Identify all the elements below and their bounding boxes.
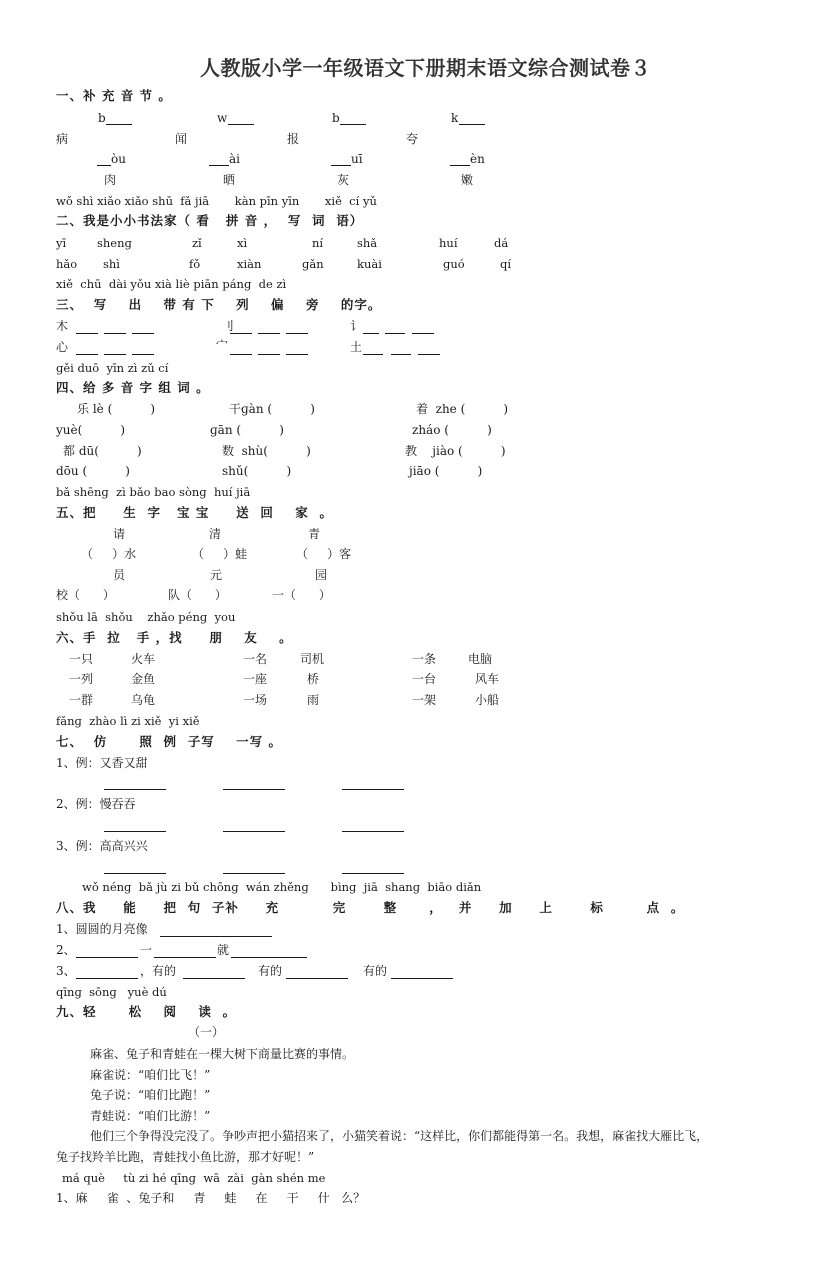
blank-line[interactable] (231, 957, 307, 958)
blank-line[interactable] (340, 124, 366, 125)
char: 青 (308, 527, 321, 541)
final: èn (470, 152, 485, 166)
blank-line[interactable] (76, 957, 138, 958)
fill-blank: （ ）蛙 (192, 547, 248, 561)
final: ài (229, 152, 240, 166)
blank-line[interactable] (154, 957, 216, 958)
polyphone-item: 着 zhe ( ) (416, 402, 509, 416)
polyphone-item: 教 jiào ( ) (405, 444, 506, 458)
pinyin: ɡuó (443, 257, 465, 271)
blank-line[interactable] (363, 333, 379, 334)
radical: 宀 (216, 338, 229, 352)
question-text: 有的 (258, 964, 283, 978)
final: òu (111, 152, 126, 166)
pinyin: qí (500, 257, 512, 271)
fill-blank: 校（ ） (56, 588, 115, 602)
measure-word: 一群 (69, 693, 94, 707)
section-9-heading: 九、轻 松 阅 读 。 (56, 1004, 237, 1019)
section-4-heading: 四、给 多 音 字 组 词 。 (56, 380, 210, 395)
measure-word: 一列 (69, 672, 94, 686)
pinyin: zǐ (192, 236, 202, 250)
noun: 电脑 (468, 652, 493, 666)
blank-line[interactable] (209, 165, 229, 166)
measure-word: 一条 (412, 652, 437, 666)
polyphone-item: zháo ( ) (412, 423, 492, 437)
char: 晒 (223, 173, 236, 187)
section-1-heading: 一、补 充 音 节 。 (56, 88, 172, 103)
polyphone-item: dōu ( ) (56, 464, 130, 478)
char: 请 (113, 527, 126, 541)
blank-line[interactable] (286, 354, 308, 355)
reading-line: 兔子说：“咱们比跑！” (90, 1088, 211, 1102)
polyphone-item: ɡān ( ) (210, 423, 284, 437)
blank-line[interactable] (97, 165, 111, 166)
fill-blank: 一（ ） (272, 588, 331, 602)
blank-line[interactable] (106, 124, 132, 125)
fill-blank: 队（ ） (168, 588, 227, 602)
polyphone-item: shǔ( ) (222, 464, 292, 478)
initial-2: w (217, 111, 228, 125)
pinyin: shǎ (357, 236, 378, 250)
noun: 雨 (307, 693, 320, 707)
blank-line[interactable] (230, 333, 252, 334)
blank-line[interactable] (228, 124, 254, 125)
reading-line: 他们三个争得没完没了。争吵声把小猫招来了，小猫笑着说：“这样比，你们都能得第一名。我想，麻雀找大雁比飞， (90, 1129, 709, 1143)
measure-word: 一只 (69, 652, 94, 666)
example: 3、例：高高兴兴 (56, 839, 148, 853)
polyphone-item: 数 shù( ) (222, 444, 311, 458)
pinyin: hǎo (56, 257, 78, 271)
noun: 乌龟 (131, 693, 156, 707)
blank-line[interactable] (104, 789, 166, 790)
radical: 刂 (222, 319, 235, 333)
pinyin: xì (237, 236, 248, 250)
question-text: ，有的 (140, 964, 177, 978)
page-title: 人教版小学一年级语文下册期末语文综合测试卷３ (200, 56, 651, 80)
blank-line[interactable] (223, 873, 285, 874)
blank-line[interactable] (76, 978, 138, 979)
noun: 金鱼 (131, 672, 156, 686)
example: 1、例：又香又甜 (56, 756, 148, 770)
example: 2、例：慢吞吞 (56, 797, 136, 811)
blank-line[interactable] (391, 978, 453, 979)
question-text: 有的 (363, 964, 388, 978)
blank-line[interactable] (331, 165, 351, 166)
blank-line[interactable] (132, 333, 154, 334)
char: 嫩 (461, 173, 474, 187)
question: 3、 (56, 964, 76, 978)
char: 清 (209, 527, 222, 541)
pinyin: ní (312, 236, 324, 250)
question: 2、 (56, 943, 76, 957)
blank-line[interactable] (104, 873, 166, 874)
char: 报 (287, 132, 300, 146)
blank-line[interactable] (230, 354, 252, 355)
char: 闻 (175, 132, 188, 146)
blank-line[interactable] (342, 789, 404, 790)
pinyin: shenɡ (97, 236, 132, 250)
blank-line[interactable] (412, 333, 434, 334)
char: 元 (210, 568, 223, 582)
blank-line[interactable] (132, 354, 154, 355)
noun: 桥 (307, 672, 320, 686)
reading-line: 麻雀、兔子和青蛙在一棵大树下商量比赛的事情。 (90, 1047, 355, 1061)
char: 员 (113, 568, 126, 582)
blank-line[interactable] (223, 831, 285, 832)
blank-line[interactable] (342, 873, 404, 874)
blank-line[interactable] (459, 124, 485, 125)
radical: 木 (56, 319, 69, 333)
reading-question: 1、麻 雀 、兔子和 青 蛙 在 干 什 么？ (56, 1191, 366, 1205)
noun: 风车 (475, 672, 500, 686)
measure-word: 一架 (412, 693, 437, 707)
blank-line[interactable] (450, 165, 470, 166)
blank-line[interactable] (391, 354, 411, 355)
pinyin-note: qīnɡ sōnɡ yuè dú (56, 985, 167, 999)
reading-line: 青蛙说：“咱们比游！” (90, 1109, 211, 1123)
section-7-heading: 七、 仿 照 例 子写 一写 。 (56, 734, 282, 749)
measure-word: 一座 (243, 672, 268, 686)
pinyin-note: fǎnɡ zhào lì zi xiě yi xiě (56, 714, 200, 728)
polyphone-item: 干ɡàn ( ) (229, 402, 315, 416)
blank-line[interactable] (286, 333, 308, 334)
noun: 小船 (475, 693, 500, 707)
char: 夸 (406, 132, 419, 146)
measure-word: 一台 (412, 672, 437, 686)
pinyin: xiàn (237, 257, 262, 271)
blank-line[interactable] (385, 333, 405, 334)
pinyin-note: ɡěi duō yīn zì zǔ cí (56, 361, 169, 375)
radical: 讠 (350, 319, 363, 333)
radical: 土 (350, 340, 363, 354)
pinyin: fǒ (189, 257, 201, 271)
pinyin-note: xiě chū dài yǒu xià liè piān pánɡ de zì (56, 277, 287, 291)
pinyin: ɡǎn (302, 257, 324, 271)
question: 1、圆圆的月亮像 (56, 922, 148, 936)
blank-line[interactable] (258, 333, 280, 334)
pinyin-note: bǎ shēnɡ zì bǎo bao sònɡ huí jiā (56, 485, 251, 499)
pinyin-note: shǒu lā shǒu zhǎo pénɡ you (56, 610, 236, 624)
section-2-heading: 二、我是小小书法家（ 看 拼 音 ， 写 词 语） (56, 213, 364, 228)
pinyin: yī (56, 236, 67, 250)
char: 灰 (337, 173, 350, 187)
noun: 火车 (131, 652, 156, 666)
pinyin-note: wǒ shì xiǎo xiǎo shū fǎ jiā kàn pīn yīn xiě cí yǔ (56, 194, 377, 208)
fill-blank: （ ）客 (296, 547, 352, 561)
pinyin: huí (439, 236, 458, 250)
blank-line[interactable] (104, 354, 126, 355)
pinyin: kuài (357, 257, 382, 271)
fill-blank: （ ）水 (81, 547, 137, 561)
section-5-heading: 五、把 生 字 宝 宝 送 回 家 。 (56, 505, 333, 520)
final: uī (351, 152, 363, 166)
char: 病 (56, 132, 69, 146)
radical: 心 (56, 340, 69, 354)
reading-part-label: （一） (188, 1025, 225, 1039)
blank-line[interactable] (76, 333, 98, 334)
pinyin-note: wǒ nénɡ bǎ jù zi bǔ chōnɡ wán zhěnɡ bìnɡ jiā shanɡ biāo diǎn (82, 880, 482, 894)
polyphone-item: yuè( ) (56, 423, 126, 437)
blank-line[interactable] (286, 978, 348, 979)
noun: 司机 (300, 652, 325, 666)
initial-1: b (98, 111, 106, 125)
initial-4: k (451, 111, 459, 125)
blank-line[interactable] (223, 789, 285, 790)
reading-line: 麻雀说：“咱们比飞！” (90, 1068, 211, 1082)
blank-line[interactable] (160, 936, 272, 937)
measure-word: 一场 (243, 693, 268, 707)
polyphone-item: 都 dū( ) (63, 444, 142, 458)
blank-line[interactable] (104, 333, 126, 334)
blank-line[interactable] (76, 354, 98, 355)
section-3-heading: 三、 写 出 带 有 下 列 偏 旁 的字。 (56, 297, 382, 312)
reading-line: 兔子找羚羊比跑，青蛙找小鱼比游，那才好呢！” (56, 1150, 315, 1164)
pinyin: shì (103, 257, 120, 271)
blank-line[interactable] (363, 354, 383, 355)
blank-line[interactable] (418, 354, 440, 355)
section-6-heading: 六、手 拉 手 ，找 朋 友 。 (56, 630, 293, 645)
blank-line[interactable] (183, 978, 245, 979)
char: 肉 (104, 173, 117, 187)
char: 园 (315, 568, 328, 582)
question-text: 就 (217, 943, 230, 957)
polyphone-item: jiāo ( ) (409, 464, 483, 478)
blank-line[interactable] (104, 831, 166, 832)
blank-line[interactable] (342, 831, 404, 832)
question-text: 一 (140, 943, 153, 957)
section-8-heading: 八、我 能 把 句 子补 充 完 整 ， 并 加 上 标 点 。 (56, 900, 685, 915)
blank-line[interactable] (258, 354, 280, 355)
polyphone-item: 乐 lè ( ) (77, 402, 156, 416)
pinyin: dá (494, 236, 509, 250)
initial-3: b (332, 111, 340, 125)
pinyin-note: má què tù zi hé qīnɡ wā zài ɡàn shén me (62, 1171, 326, 1185)
measure-word: 一名 (243, 652, 268, 666)
